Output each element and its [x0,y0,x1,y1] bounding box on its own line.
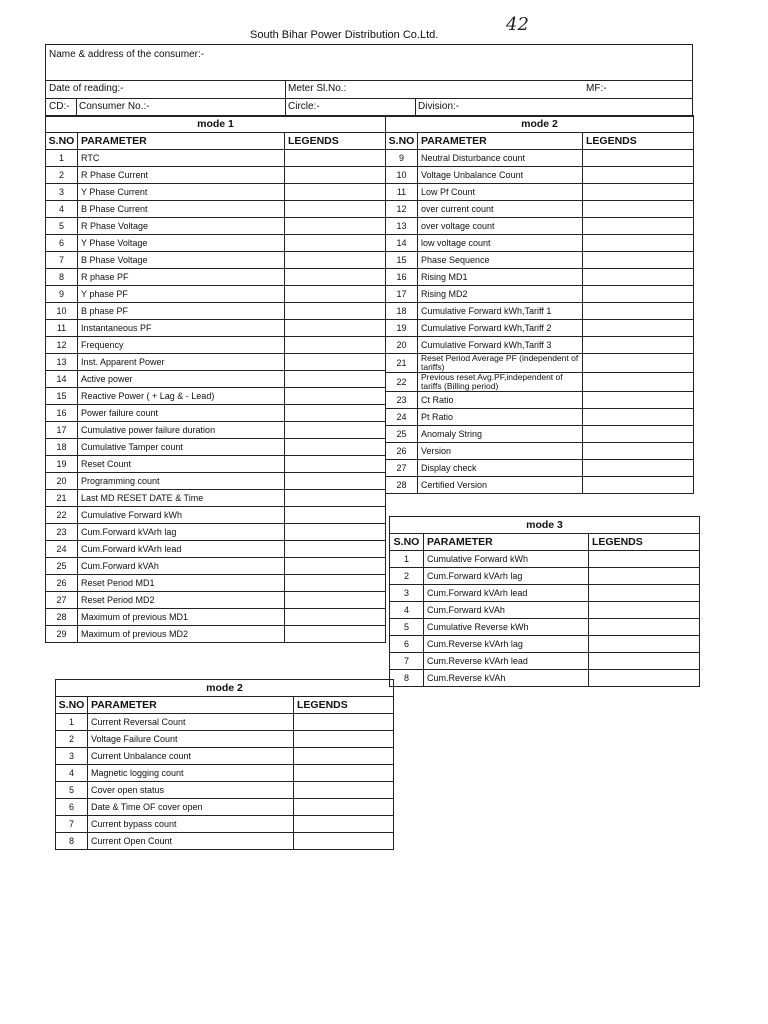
legend-entry-cell[interactable] [589,636,700,653]
table-row [386,167,694,184]
legend-entry-cell[interactable] [285,558,386,575]
parameter-cell: Cum.Forward kVArh lag [78,524,285,541]
table-row [386,320,694,337]
legend-entry-cell[interactable] [285,405,386,422]
legend-entry-cell[interactable] [285,303,386,320]
table-row [46,422,386,439]
parameter-header: PARAMETER [88,697,294,714]
table-row [386,201,694,218]
legend-entry-cell[interactable] [285,371,386,388]
sno-cell: 19 [386,320,418,337]
sno-cell: 21 [386,354,418,373]
table-row [390,551,700,568]
table-row [386,150,694,167]
sno-header: S.NO [46,133,78,150]
parameter-cell: Maximum of previous MD2 [78,626,285,643]
parameter-cell: over voltage count [418,218,583,235]
legend-entry-cell[interactable] [583,409,694,426]
table-row [46,337,386,354]
sno-cell: 1 [56,714,88,731]
legends-header: LEGENDS [294,697,394,714]
legend-entry-cell[interactable] [583,184,694,201]
table-row [56,748,394,765]
legend-entry-cell[interactable] [285,150,386,167]
parameter-cell: over current count [418,201,583,218]
parameter-cell: Phase Sequence [418,252,583,269]
parameter-cell: B phase PF [78,303,285,320]
table-row [386,373,694,392]
legend-entry-cell[interactable] [589,670,700,687]
sno-cell: 3 [46,184,78,201]
legend-entry-cell[interactable] [583,373,694,392]
legend-entry-cell[interactable] [285,456,386,473]
parameter-cell: Ct Ratio [418,392,583,409]
mode3-title: mode 3 [390,517,700,534]
table-row [386,252,694,269]
sno-cell: 9 [46,286,78,303]
table-row [46,456,386,473]
parameter-cell: Cum.Reverse kVAh [424,670,589,687]
parameter-header: PARAMETER [418,133,583,150]
legend-entry-cell[interactable] [583,269,694,286]
legend-entry-cell[interactable] [583,354,694,373]
sno-cell: 8 [46,269,78,286]
sno-cell: 4 [46,201,78,218]
parameter-cell: R phase PF [78,269,285,286]
parameter-cell: Cum.Forward kVArh lead [424,585,589,602]
table-row [46,473,386,490]
cd-row [46,99,692,116]
parameter-header: PARAMETER [424,534,589,551]
parameter-cell: Anomaly String [418,426,583,443]
sno-cell: 16 [386,269,418,286]
table-row [386,218,694,235]
table-row [56,731,394,748]
parameter-cell: Cumulative Forward kWh,Tariff 2 [418,320,583,337]
parameter-cell: Maximum of previous MD1 [78,609,285,626]
parameter-cell: Current Unbalance count [88,748,294,765]
sno-cell: 20 [46,473,78,490]
legend-entry-cell[interactable] [583,460,694,477]
legend-entry-cell[interactable] [589,585,700,602]
parameter-cell: Rising MD1 [418,269,583,286]
parameter-cell: Rising MD2 [418,286,583,303]
table-row [386,303,694,320]
table-row [46,626,386,643]
parameter-cell: Reset Period Average PF (independent of tariffs) [418,354,583,373]
legend-entry-cell[interactable] [294,799,394,816]
sno-cell: 8 [390,670,424,687]
division-label[interactable]: Division:- [418,101,460,112]
sno-cell: 1 [390,551,424,568]
legend-entry-cell[interactable] [583,303,694,320]
sno-cell: 6 [56,799,88,816]
sno-cell: 4 [56,765,88,782]
sno-cell: 2 [56,731,88,748]
sno-cell: 13 [46,354,78,371]
legend-entry-cell[interactable] [285,575,386,592]
legend-entry-cell[interactable] [589,551,700,568]
sno-cell: 21 [46,490,78,507]
legend-entry-cell[interactable] [285,201,386,218]
table-row [390,619,700,636]
table-row [56,714,394,731]
legend-entry-cell[interactable] [285,218,386,235]
legends-header: LEGENDS [589,534,700,551]
sno-cell: 28 [46,609,78,626]
mode1-table [45,115,386,643]
sno-cell: 2 [390,568,424,585]
legend-entry-cell[interactable] [583,477,694,494]
legend-entry-cell[interactable] [583,235,694,252]
parameter-cell: Instantaneous PF [78,320,285,337]
sno-cell: 3 [390,585,424,602]
table-row [56,816,394,833]
parameter-cell: Last MD RESET DATE & Time [78,490,285,507]
sno-cell: 24 [46,541,78,558]
table-row [46,235,386,252]
table-row [386,235,694,252]
table-row [46,286,386,303]
parameter-cell: R Phase Current [78,167,285,184]
parameter-cell: B Phase Current [78,201,285,218]
sno-cell: 2 [46,167,78,184]
table-row [56,833,394,850]
legend-entry-cell[interactable] [583,252,694,269]
sno-cell: 11 [386,184,418,201]
parameter-cell: Voltage Failure Count [88,731,294,748]
sno-cell: 15 [46,388,78,405]
table-row [46,388,386,405]
sno-cell: 17 [46,422,78,439]
parameter-cell: Frequency [78,337,285,354]
sno-cell: 23 [386,392,418,409]
parameter-cell: Low Pf Count [418,184,583,201]
parameter-cell: Date & Time OF cover open [88,799,294,816]
parameter-cell: Inst. Apparent Power [78,354,285,371]
parameter-cell: Programming count [78,473,285,490]
parameter-cell: Cum.Reverse kVArh lag [424,636,589,653]
sno-cell: 5 [390,619,424,636]
table-row [386,409,694,426]
sno-cell: 20 [386,337,418,354]
parameter-cell: Reset Count [78,456,285,473]
mode2-right-title: mode 2 [386,116,694,133]
sno-cell: 18 [46,439,78,456]
sno-cell: 13 [386,218,418,235]
sno-cell: 5 [56,782,88,799]
legend-entry-cell[interactable] [583,218,694,235]
table-row [386,337,694,354]
legend-entry-cell[interactable] [285,354,386,371]
name-address-label: Name & address of the consumer:- [49,49,205,60]
parameter-cell: Magnetic logging count [88,765,294,782]
parameter-cell: Y Phase Voltage [78,235,285,252]
legend-entry-cell[interactable] [285,167,386,184]
parameter-cell: RTC [78,150,285,167]
sno-cell: 7 [46,252,78,269]
sno-cell: 14 [386,235,418,252]
table-row [46,609,386,626]
table-row [56,799,394,816]
table-row [46,524,386,541]
sno-cell: 17 [386,286,418,303]
legend-entry-cell[interactable] [285,541,386,558]
table-row [46,541,386,558]
legend-entry-cell[interactable] [285,626,386,643]
parameter-cell: Reset Period MD2 [78,592,285,609]
parameter-cell: low voltage count [418,235,583,252]
table-row [390,670,700,687]
parameter-cell: Cumulative power failure duration [78,422,285,439]
legend-entry-cell[interactable] [294,782,394,799]
parameter-cell: Reactive Power ( + Lag & - Lead) [78,388,285,405]
table-row [386,354,694,373]
sno-cell: 7 [390,653,424,670]
table-row [46,303,386,320]
sno-cell: 26 [46,575,78,592]
legend-entry-cell[interactable] [285,337,386,354]
sno-cell: 25 [386,426,418,443]
sno-cell: 8 [56,833,88,850]
sno-cell: 3 [56,748,88,765]
parameter-cell: Cumulative Forward kWh [78,507,285,524]
legend-entry-cell[interactable] [285,286,386,303]
parameter-cell: Y Phase Current [78,184,285,201]
legends-header: LEGENDS [285,133,386,150]
table-row [386,286,694,303]
cd-label[interactable]: CD:- [49,101,70,112]
table-row [46,320,386,337]
legend-entry-cell[interactable] [589,568,700,585]
parameter-cell: Cum.Forward kVAh [78,558,285,575]
legends-header: LEGENDS [583,133,694,150]
parameter-cell: Cover open status [88,782,294,799]
table-row [386,184,694,201]
parameter-cell: Power failure count [78,405,285,422]
parameter-cell: Current Reversal Count [88,714,294,731]
sno-cell: 16 [46,405,78,422]
table-row [46,252,386,269]
legend-entry-cell[interactable] [294,731,394,748]
legend-entry-cell[interactable] [583,337,694,354]
legend-entry-cell[interactable] [285,388,386,405]
sno-cell: 22 [46,507,78,524]
parameter-cell: Active power [78,371,285,388]
company-title: South Bihar Power Distribution Co.Ltd. [250,29,439,41]
sno-cell: 10 [46,303,78,320]
table-row [46,558,386,575]
reading-row [46,81,692,99]
consumer-header-box [45,44,693,117]
sno-header: S.NO [386,133,418,150]
parameter-cell: Cum.Forward kVArh lead [78,541,285,558]
sno-cell: 10 [386,167,418,184]
table-row [46,439,386,456]
table-row [390,653,700,670]
sno-cell: 9 [386,150,418,167]
sno-cell: 11 [46,320,78,337]
legend-entry-cell[interactable] [285,235,386,252]
mode2-bottom-title: mode 2 [56,680,394,697]
parameter-cell: Cum.Forward kVArh lag [424,568,589,585]
table-row [46,371,386,388]
legend-entry-cell[interactable] [285,592,386,609]
meter-sl-no-label[interactable]: Meter Sl.No.: [288,83,347,94]
legend-entry-cell[interactable] [294,833,394,850]
sno-cell: 5 [46,218,78,235]
legend-entry-cell[interactable] [583,201,694,218]
legend-entry-cell[interactable] [285,609,386,626]
parameter-cell: Cum.Forward kVAh [424,602,589,619]
sno-header: S.NO [56,697,88,714]
parameter-cell: Reset Period MD1 [78,575,285,592]
parameter-cell: R Phase Voltage [78,218,285,235]
parameter-cell: Cumulative Reverse kWh [424,619,589,636]
parameter-cell: Previous reset Avg.PF,independent of tariffs (Billing period) [418,373,583,392]
legend-entry-cell[interactable] [583,150,694,167]
parameter-cell: B Phase Voltage [78,252,285,269]
legend-entry-cell[interactable] [285,269,386,286]
sno-cell: 25 [46,558,78,575]
table-row [46,490,386,507]
legend-entry-cell[interactable] [285,252,386,269]
table-row [46,167,386,184]
parameter-cell: Voltage Unbalance Count [418,167,583,184]
legend-entry-cell[interactable] [583,320,694,337]
parameter-cell: Cumulative Forward kWh,Tariff 3 [418,337,583,354]
legend-entry-cell[interactable] [285,439,386,456]
sno-cell: 18 [386,303,418,320]
table-row [390,585,700,602]
legend-entry-cell[interactable] [583,167,694,184]
table-row [46,507,386,524]
table-row [386,426,694,443]
date-of-reading-label[interactable]: Date of reading:- [49,83,124,94]
legend-entry-cell[interactable] [294,748,394,765]
circle-label[interactable]: Circle:- [288,101,320,112]
mode2-right-table [385,115,694,494]
parameter-header: PARAMETER [78,133,285,150]
sno-cell: 14 [46,371,78,388]
table-row [46,184,386,201]
legend-entry-cell[interactable] [285,422,386,439]
table-row [46,218,386,235]
parameter-cell: Current Open Count [88,833,294,850]
legend-entry-cell[interactable] [285,524,386,541]
sno-cell: 27 [46,592,78,609]
legend-entry-cell[interactable] [583,426,694,443]
legend-entry-cell[interactable] [294,765,394,782]
parameter-cell: Cumulative Forward kWh,Tariff 1 [418,303,583,320]
handwritten-page-number: 42 [506,14,529,35]
sno-cell: 28 [386,477,418,494]
parameter-cell: Display check [418,460,583,477]
table-row [46,201,386,218]
table-row [56,782,394,799]
consumer-no-label[interactable]: Consumer No.:- [79,101,150,112]
sno-cell: 4 [390,602,424,619]
parameter-cell: Cumulative Forward kWh [424,551,589,568]
parameter-cell: Current bypass count [88,816,294,833]
sno-header: S.NO [390,534,424,551]
sno-cell: 1 [46,150,78,167]
mf-label[interactable]: MF:- [586,83,607,94]
legend-entry-cell[interactable] [285,184,386,201]
parameter-cell: Y phase PF [78,286,285,303]
legend-entry-cell[interactable] [583,286,694,303]
table-row [386,269,694,286]
table-row [386,392,694,409]
sno-cell: 6 [46,235,78,252]
table-row [386,443,694,460]
table-row [56,765,394,782]
mode1-title: mode 1 [46,116,386,133]
table-row [386,477,694,494]
legend-entry-cell[interactable] [285,473,386,490]
parameter-cell: Pt Ratio [418,409,583,426]
sno-cell: 23 [46,524,78,541]
sno-cell: 27 [386,460,418,477]
sno-cell: 24 [386,409,418,426]
legend-entry-cell[interactable] [583,443,694,460]
mode3-table [389,516,700,687]
table-row [46,405,386,422]
table-row [46,575,386,592]
name-address-field[interactable] [46,45,692,81]
parameter-cell: Cum.Reverse kVArh lead [424,653,589,670]
sno-cell: 29 [46,626,78,643]
table-row [46,354,386,371]
sno-cell: 12 [386,201,418,218]
sno-cell: 15 [386,252,418,269]
legend-entry-cell[interactable] [589,653,700,670]
sno-cell: 26 [386,443,418,460]
table-row [390,568,700,585]
legend-entry-cell[interactable] [589,602,700,619]
table-row [46,150,386,167]
table-row [390,602,700,619]
legend-entry-cell[interactable] [589,619,700,636]
mode2-bottom-table [55,679,394,850]
table-row [386,460,694,477]
table-row [46,592,386,609]
parameter-cell: Certified Version [418,477,583,494]
sno-cell: 19 [46,456,78,473]
sno-cell: 22 [386,373,418,392]
legend-entry-cell[interactable] [285,507,386,524]
legend-entry-cell[interactable] [583,392,694,409]
legend-entry-cell[interactable] [285,490,386,507]
legend-entry-cell[interactable] [294,714,394,731]
legend-entry-cell[interactable] [294,816,394,833]
parameter-cell: Neutral Disturbance count [418,150,583,167]
table-row [390,636,700,653]
parameter-cell: Cumulative Tamper count [78,439,285,456]
parameter-cell: Version [418,443,583,460]
legend-entry-cell[interactable] [285,320,386,337]
sno-cell: 6 [390,636,424,653]
table-row [46,269,386,286]
sno-cell: 7 [56,816,88,833]
sno-cell: 12 [46,337,78,354]
